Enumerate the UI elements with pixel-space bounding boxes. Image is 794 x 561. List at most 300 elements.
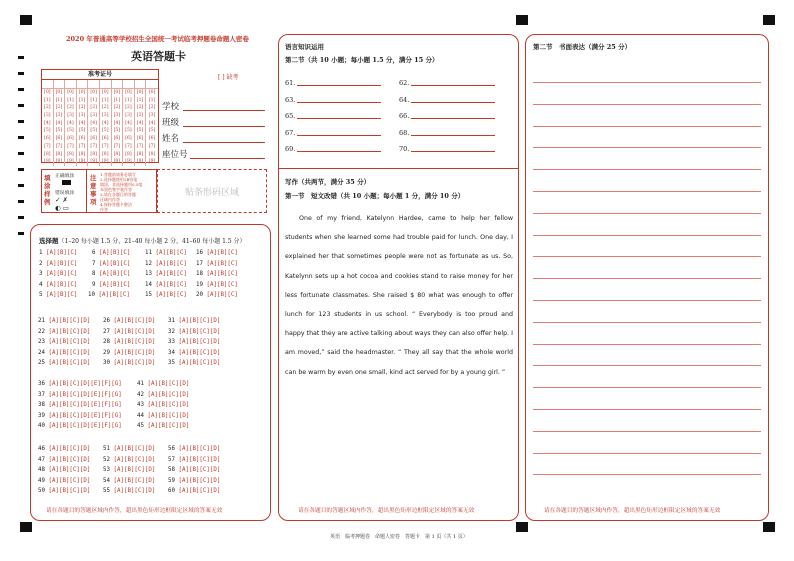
answer-options[interactable]: [A][B][C] bbox=[45, 292, 78, 298]
choice-question-row[interactable] bbox=[39, 261, 77, 267]
exam-number-bubble[interactable]: [1] bbox=[90, 97, 97, 103]
exam-number-bubble[interactable]: [7] bbox=[44, 143, 51, 149]
exam-number-bubble[interactable]: [2] bbox=[148, 105, 156, 111]
question-number: 19 bbox=[196, 281, 207, 288]
exam-number-bubble[interactable]: [2] bbox=[102, 105, 109, 111]
exam-number-bubble[interactable]: [7] bbox=[90, 143, 97, 149]
answer-options[interactable]: [A][B][C] bbox=[45, 260, 78, 267]
exam-number-bubble[interactable]: [2] bbox=[44, 105, 51, 111]
exam-number-bubble[interactable]: [4] bbox=[55, 120, 63, 126]
exam-number-bubble[interactable]: [9] bbox=[78, 159, 86, 165]
exam-number-bubble[interactable]: [6] bbox=[148, 136, 156, 142]
exam-number-bubble[interactable]: [5] bbox=[136, 128, 144, 134]
exam-number-bubble[interactable]: [1] bbox=[148, 97, 156, 103]
exam-number-bubble[interactable]: [6] bbox=[78, 136, 86, 142]
answer-options[interactable]: [A][B][C][D] bbox=[113, 339, 156, 345]
exam-number-bubble[interactable]: [6] bbox=[102, 136, 109, 142]
exam-number-digit-box[interactable] bbox=[88, 80, 99, 89]
fill-in-item[interactable] bbox=[399, 145, 495, 153]
answer-options[interactable]: [A][B][C][D] bbox=[178, 488, 221, 494]
choice-question-row[interactable] bbox=[103, 360, 155, 366]
fill-in-number: 70. bbox=[399, 145, 410, 153]
exam-number-bubble[interactable]: [4] bbox=[90, 120, 97, 126]
exam-number-bubble[interactable]: [7] bbox=[113, 143, 121, 149]
exam-number-bubble[interactable]: [3] bbox=[125, 113, 132, 119]
exam-number-bubble[interactable]: [2] bbox=[78, 105, 86, 111]
writing-line[interactable] bbox=[533, 278, 761, 279]
answer-options[interactable]: [A][B][C][D] bbox=[178, 467, 221, 473]
choice-question-row[interactable] bbox=[168, 457, 220, 463]
answer-options[interactable]: [A][B][C] bbox=[155, 281, 187, 288]
choice-question-row[interactable] bbox=[38, 318, 90, 324]
answer-options[interactable]: [A][B][C][D][E][F][G] bbox=[48, 391, 122, 398]
exam-number-bubble[interactable]: [1] bbox=[44, 97, 51, 103]
answer-options[interactable]: [A][B][C] bbox=[206, 281, 238, 288]
choice-question-row[interactable] bbox=[103, 329, 155, 335]
fill-in-line[interactable] bbox=[297, 85, 381, 86]
choice-question-row[interactable] bbox=[168, 446, 220, 452]
exam-number-bubble[interactable]: [9] bbox=[136, 159, 144, 165]
fill-in-line[interactable] bbox=[297, 102, 381, 103]
choice-question-row[interactable] bbox=[137, 423, 189, 429]
answer-options[interactable]: [A][B][C][D][E][F][G] bbox=[48, 402, 122, 408]
choice-question-row[interactable] bbox=[137, 402, 189, 408]
answer-options[interactable]: [A][B][C][D] bbox=[48, 360, 91, 366]
exam-number-bubble[interactable]: [9] bbox=[102, 159, 109, 165]
exam-number-bubble[interactable]: [6] bbox=[136, 136, 144, 142]
exam-number-bubble[interactable]: [4] bbox=[125, 120, 132, 126]
answer-options[interactable]: [A][B][C] bbox=[206, 292, 238, 298]
writing-line[interactable] bbox=[533, 453, 761, 454]
choice-question-row[interactable] bbox=[168, 339, 220, 345]
exam-number-bubble[interactable]: [9] bbox=[113, 159, 121, 165]
exam-number-bubble[interactable]: [5] bbox=[102, 128, 109, 134]
writing-line[interactable] bbox=[533, 213, 761, 214]
fill-in-item[interactable] bbox=[399, 96, 495, 104]
exam-number-bubble[interactable]: [5] bbox=[90, 128, 97, 134]
notice-box bbox=[87, 169, 157, 213]
exam-number-bubble[interactable]: [8] bbox=[67, 151, 74, 157]
choice-question-row[interactable] bbox=[92, 250, 130, 256]
exam-number-bubble[interactable]: [0] bbox=[90, 90, 97, 95]
notice-line: 1.答题前请务必填写 bbox=[100, 172, 136, 177]
answer-options[interactable]: [A][B][C][D] bbox=[113, 318, 156, 324]
answer-options[interactable]: [A][B][C] bbox=[155, 271, 187, 277]
writing-line[interactable] bbox=[533, 344, 761, 345]
fill-in-item[interactable] bbox=[399, 129, 495, 137]
answer-options[interactable]: [A][B][C][D] bbox=[48, 488, 91, 494]
exam-number-bubble[interactable]: [3] bbox=[148, 113, 156, 119]
question-number: 34 bbox=[168, 349, 179, 356]
question-number: 5 bbox=[39, 292, 46, 298]
answer-options[interactable]: [A][B][C] bbox=[98, 281, 131, 288]
choice-question-row[interactable] bbox=[92, 261, 130, 267]
question-number: 57 bbox=[168, 456, 179, 463]
barcode-area bbox=[157, 169, 267, 213]
answer-options[interactable]: [A][B][C][D] bbox=[178, 477, 221, 484]
exam-number-bubble[interactable]: [0] bbox=[148, 90, 156, 95]
exam-number-bubble[interactable]: [8] bbox=[113, 151, 121, 157]
writing-line[interactable] bbox=[533, 82, 761, 83]
exam-number-bubble[interactable]: [9] bbox=[67, 159, 74, 165]
exam-number-bubble[interactable]: [7] bbox=[102, 143, 109, 149]
writing-line[interactable] bbox=[533, 365, 761, 366]
fill-in-line[interactable] bbox=[411, 135, 495, 136]
answer-options[interactable]: [A][B][C][D] bbox=[48, 477, 91, 484]
exam-number-bubble[interactable]: [5] bbox=[55, 128, 63, 134]
question-number: 44 bbox=[137, 412, 148, 419]
writing-line[interactable] bbox=[533, 169, 761, 170]
exam-number-bubble[interactable]: [8] bbox=[148, 151, 156, 157]
choice-question-row[interactable] bbox=[39, 292, 77, 298]
exam-number-bubble[interactable]: [6] bbox=[67, 136, 74, 142]
answer-options[interactable]: [A][B][C][D] bbox=[147, 412, 190, 419]
exam-number-bubble[interactable]: [7] bbox=[78, 143, 86, 149]
exam-number-bubble[interactable]: [6] bbox=[55, 136, 63, 142]
exam-number-digit-box[interactable] bbox=[77, 80, 88, 89]
exam-number-bubble[interactable]: [7] bbox=[136, 143, 144, 149]
exam-number-bubble[interactable]: [4] bbox=[136, 120, 144, 126]
exam-number-digit-box[interactable] bbox=[123, 80, 134, 89]
exam-number-bubble[interactable]: [5] bbox=[148, 128, 156, 134]
exam-number-column bbox=[42, 80, 54, 166]
choice-question-row[interactable] bbox=[196, 282, 238, 288]
exam-number-digit-box[interactable] bbox=[42, 80, 53, 89]
exam-number-bubble[interactable]: [4] bbox=[44, 120, 51, 126]
language-title: 语言知识运用 bbox=[285, 43, 324, 51]
answer-options[interactable]: [A][B][C][D] bbox=[113, 488, 156, 494]
exam-number-bubble[interactable]: [3] bbox=[78, 113, 86, 119]
answer-options[interactable]: [A][B][C][D] bbox=[147, 391, 190, 398]
choice-question-row[interactable] bbox=[38, 413, 122, 419]
exam-number-bubble[interactable]: [2] bbox=[90, 105, 97, 111]
exam-number-bubble[interactable]: [3] bbox=[44, 113, 51, 119]
exam-number-bubble[interactable]: [5] bbox=[78, 128, 86, 134]
choice-question-row[interactable] bbox=[38, 392, 122, 398]
writing-line[interactable] bbox=[533, 431, 761, 432]
fill-in-item[interactable] bbox=[285, 79, 381, 87]
writing-line[interactable] bbox=[533, 235, 761, 236]
exam-number-bubble[interactable]: [4] bbox=[113, 120, 121, 126]
fill-in-line[interactable] bbox=[411, 118, 495, 119]
answer-options[interactable]: [A][B][C][D] bbox=[113, 349, 156, 356]
exam-number-bubble[interactable]: [0] bbox=[102, 90, 109, 95]
question-number: 11 bbox=[145, 250, 156, 256]
fill-in-line[interactable] bbox=[411, 102, 495, 103]
exam-number-bubble[interactable]: [3] bbox=[136, 113, 144, 119]
exam-number-bubble[interactable]: [9] bbox=[148, 159, 156, 165]
choice-question-row[interactable] bbox=[145, 282, 187, 288]
exam-number-bubble[interactable]: [8] bbox=[136, 151, 144, 157]
exam-number-bubble[interactable]: [9] bbox=[90, 159, 97, 165]
fill-in-item[interactable] bbox=[285, 96, 381, 104]
choice-question-row[interactable] bbox=[38, 350, 90, 356]
exam-number-bubble[interactable]: [0] bbox=[44, 90, 51, 95]
exam-number-digit-box[interactable] bbox=[54, 80, 65, 89]
exam-number-bubble[interactable]: [9] bbox=[55, 159, 63, 165]
fill-in-item[interactable] bbox=[285, 112, 381, 120]
answer-options[interactable]: [A][B][C] bbox=[98, 260, 131, 267]
choice-question-row[interactable] bbox=[88, 292, 130, 298]
name-field[interactable] bbox=[183, 142, 265, 143]
choice-question-row[interactable] bbox=[196, 250, 238, 256]
exam-number-digit-box[interactable] bbox=[146, 80, 158, 89]
correct-fill-label: 正确填涂 bbox=[55, 174, 75, 179]
exam-number-bubble[interactable]: [8] bbox=[55, 151, 63, 157]
choice-question-row[interactable] bbox=[168, 360, 220, 366]
choice-question-row[interactable] bbox=[38, 339, 90, 345]
choice-question-row[interactable] bbox=[103, 488, 155, 494]
school-field[interactable] bbox=[183, 110, 265, 111]
fill-in-item[interactable] bbox=[285, 145, 381, 153]
choice-question-row[interactable] bbox=[39, 282, 77, 288]
writing-line[interactable] bbox=[533, 104, 761, 105]
answer-options[interactable]: [A][B][C] bbox=[98, 271, 131, 277]
exam-number-bubble[interactable]: [2] bbox=[136, 105, 144, 111]
exam-number-bubble[interactable]: [7] bbox=[67, 143, 74, 149]
fill-in-item[interactable] bbox=[285, 129, 381, 137]
choice-question-row[interactable] bbox=[103, 446, 155, 452]
exam-number-bubble[interactable]: [1] bbox=[78, 97, 86, 103]
answer-options[interactable]: [A][B][C][D] bbox=[178, 339, 221, 345]
choice-question-row[interactable] bbox=[38, 488, 90, 494]
exam-number-bubble[interactable]: [8] bbox=[44, 151, 51, 157]
exam-number-bubble[interactable]: [7] bbox=[125, 143, 132, 149]
answer-options[interactable]: [A][B][C] bbox=[206, 271, 238, 277]
choice-question-row[interactable] bbox=[145, 271, 187, 277]
answer-options[interactable]: [A][B][C] bbox=[206, 260, 238, 267]
exam-number-bubble[interactable]: [8] bbox=[78, 151, 86, 157]
exam-number-bubble[interactable]: [8] bbox=[102, 151, 109, 157]
question-number: 10 bbox=[88, 292, 99, 298]
exam-number-bubble[interactable]: [3] bbox=[55, 113, 63, 119]
choice-question-row[interactable] bbox=[38, 457, 90, 463]
question-number: 21 bbox=[38, 318, 49, 324]
exam-number-bubble[interactable]: [4] bbox=[78, 120, 86, 126]
choice-question-row[interactable] bbox=[38, 360, 90, 366]
answer-options[interactable]: [A][B][C][D] bbox=[178, 328, 221, 335]
answer-options[interactable]: [A][B][C][D] bbox=[48, 456, 91, 463]
fill-in-line[interactable] bbox=[297, 135, 381, 136]
exam-number-bubble[interactable]: [3] bbox=[113, 113, 121, 119]
exam-number-bubble[interactable]: [9] bbox=[125, 159, 132, 165]
answer-options[interactable]: [A][B][C][D] bbox=[113, 477, 156, 484]
answer-options[interactable]: [A][B][C][D] bbox=[178, 456, 221, 463]
exam-number-digit-box[interactable] bbox=[100, 80, 111, 89]
question-number: 45 bbox=[137, 423, 148, 429]
seat-field[interactable] bbox=[190, 158, 265, 159]
choice-question-row[interactable] bbox=[145, 292, 187, 298]
exam-number-digit-box[interactable] bbox=[135, 80, 146, 89]
choice-question-row[interactable] bbox=[137, 413, 189, 419]
exam-number-bubble[interactable]: [5] bbox=[125, 128, 132, 134]
exam-number-bubble[interactable]: [0] bbox=[125, 90, 132, 95]
choice-scoring: （1–20 每小题 1.5 分，21–40 每小题 2 分，41–60 每小题 1.5 分） bbox=[58, 238, 246, 245]
card-title: 英语答题卡 bbox=[131, 50, 186, 63]
answer-options[interactable]: [A][B][C][D] bbox=[147, 381, 190, 387]
exam-number-bubble[interactable]: [7] bbox=[148, 143, 156, 149]
question-number: 56 bbox=[168, 446, 179, 452]
exam-number-bubble[interactable]: [4] bbox=[148, 120, 156, 126]
fill-in-line[interactable] bbox=[411, 85, 495, 86]
exam-number-bubble[interactable]: [1] bbox=[67, 97, 74, 103]
choice-question-row[interactable] bbox=[39, 271, 77, 277]
choice-question-row[interactable] bbox=[196, 261, 238, 267]
choice-question-row[interactable] bbox=[168, 478, 220, 484]
exam-number-bubble[interactable]: [3] bbox=[90, 113, 97, 119]
writing-line[interactable] bbox=[533, 387, 761, 388]
exam-number-bubble[interactable]: [2] bbox=[125, 105, 132, 111]
exam-number-bubble[interactable]: [5] bbox=[67, 128, 74, 134]
exam-number-bubble[interactable]: [3] bbox=[102, 113, 109, 119]
answer-options[interactable]: [A][B][C] bbox=[155, 250, 187, 256]
exam-number-bubble[interactable]: [4] bbox=[102, 120, 109, 126]
answer-options[interactable]: [A][B][C][D][E][F][G] bbox=[48, 381, 122, 387]
choice-question-row[interactable] bbox=[145, 261, 187, 267]
choice-question-row[interactable] bbox=[103, 457, 155, 463]
exam-number-bubble[interactable]: [5] bbox=[44, 128, 51, 134]
choice-question-row[interactable] bbox=[103, 339, 155, 345]
answer-options[interactable]: [A][B][C] bbox=[206, 250, 238, 256]
choice-question-row[interactable] bbox=[168, 350, 220, 356]
choice-question-row[interactable] bbox=[38, 467, 90, 473]
exam-number-bubble[interactable]: [4] bbox=[67, 120, 74, 126]
exam-number-bubble[interactable]: [6] bbox=[90, 136, 97, 142]
answer-options[interactable]: [A][B][C][D] bbox=[147, 423, 190, 429]
choice-question-row[interactable] bbox=[145, 250, 187, 256]
exam-number-bubble[interactable]: [0] bbox=[67, 90, 74, 95]
question-number: 55 bbox=[103, 488, 114, 494]
choice-question-row[interactable] bbox=[38, 402, 122, 408]
choice-question-row[interactable] bbox=[39, 250, 77, 256]
answer-options[interactable]: [A][B][C][D] bbox=[113, 467, 156, 473]
writing-line[interactable] bbox=[533, 300, 761, 301]
exam-number-bubble[interactable]: [0] bbox=[136, 90, 144, 95]
answer-options[interactable]: [A][B][C][D] bbox=[48, 467, 91, 473]
choice-question-row[interactable] bbox=[103, 478, 155, 484]
writing-line[interactable] bbox=[533, 191, 761, 192]
answer-options[interactable]: [A][B][C] bbox=[45, 250, 78, 256]
exam-number-bubble[interactable]: [6] bbox=[113, 136, 121, 142]
choice-question-row[interactable] bbox=[168, 488, 220, 494]
writing-line[interactable] bbox=[533, 409, 761, 410]
answer-options[interactable]: [A][B][C][D] bbox=[178, 360, 221, 366]
choice-question-row[interactable] bbox=[196, 292, 238, 298]
answer-options[interactable]: [A][B][C][D] bbox=[178, 446, 221, 452]
writing-line[interactable] bbox=[533, 126, 761, 127]
exam-number-bubble[interactable]: [0] bbox=[113, 90, 121, 95]
exam-number-digit-box[interactable] bbox=[112, 80, 123, 89]
school-label: 学校 bbox=[162, 102, 180, 112]
choice-question-row[interactable] bbox=[168, 467, 220, 473]
exam-number-bubble[interactable]: [1] bbox=[136, 97, 144, 103]
answer-options[interactable]: [A][B][C][D] bbox=[113, 456, 156, 463]
fill-in-item[interactable] bbox=[399, 112, 495, 120]
exam-number-bubble[interactable]: [8] bbox=[125, 151, 132, 157]
answer-options[interactable]: [A][B][C][D] bbox=[48, 318, 91, 324]
choice-question-row[interactable] bbox=[196, 271, 238, 277]
answer-options[interactable]: [A][B][C][D] bbox=[113, 446, 156, 452]
choice-question-row[interactable] bbox=[168, 318, 220, 324]
answer-options[interactable]: [A][B][C] bbox=[98, 292, 130, 298]
writing-line[interactable] bbox=[533, 256, 761, 257]
class-field[interactable] bbox=[183, 126, 265, 127]
exam-number-bubble[interactable]: [7] bbox=[55, 143, 63, 149]
answer-options[interactable]: [A][B][C] bbox=[155, 292, 187, 298]
exam-number-bubble[interactable]: [5] bbox=[113, 128, 121, 134]
choice-question-row[interactable] bbox=[137, 392, 189, 398]
fill-in-line[interactable] bbox=[297, 118, 381, 119]
answer-options[interactable]: [A][B][C] bbox=[45, 271, 78, 277]
corner-marker-bottom-left bbox=[20, 522, 32, 532]
correction-passage[interactable]: One of my friend, Katelynn Hardee, came to help her fellow students when she learned some had trouble paid for lunch. One day, I explained her that sometimes people were not as fortunate as us. So, Katelynn sets up a hot cocoa and cookies stand to raise money for her less fortunate classmates. She raised $ 80 what was enough to offer lunch for 123 students in us school. “ Everybody is too proud and happy that they are active talking about ways they can also offer help. I am moved,” said the headmaster. “ They all say that the whole world can be warm by even one small, kind act served for by a young girl. ” bbox=[285, 215, 513, 376]
choice-question-row[interactable] bbox=[92, 271, 130, 277]
language-bottom-note: 请在各题目的答题区域内作答，超出黑色矩形边框限定区域的答案无效 bbox=[298, 508, 475, 514]
answer-options[interactable]: [A][B][C] bbox=[98, 250, 131, 256]
answer-options[interactable]: [A][B][C][D] bbox=[48, 339, 91, 345]
choice-question-row[interactable] bbox=[38, 446, 90, 452]
question-number: 20 bbox=[196, 292, 207, 298]
absent-checkbox[interactable]: [ ] 缺考 bbox=[218, 74, 239, 81]
exam-number-digit-box[interactable] bbox=[65, 80, 76, 89]
fill-in-line[interactable] bbox=[297, 151, 381, 152]
exam-number-bubble[interactable]: [3] bbox=[67, 113, 74, 119]
choice-question-row[interactable] bbox=[38, 478, 90, 484]
answer-options[interactable]: [A][B][C][D] bbox=[48, 328, 91, 335]
answer-options[interactable]: [A][B][C][D] bbox=[178, 318, 221, 324]
exam-number-bubble[interactable]: [8] bbox=[90, 151, 97, 157]
writing-line[interactable] bbox=[533, 147, 761, 148]
answer-options[interactable]: [A][B][C][D] bbox=[48, 446, 91, 452]
choice-question-row[interactable] bbox=[137, 381, 189, 387]
writing-line[interactable] bbox=[533, 474, 761, 475]
writing-line[interactable] bbox=[533, 322, 761, 323]
exam-number-bubble[interactable]: [0] bbox=[55, 90, 63, 95]
choice-question-row[interactable] bbox=[38, 381, 122, 387]
choice-question-row[interactable] bbox=[38, 329, 90, 335]
choice-question-row[interactable] bbox=[38, 423, 122, 429]
answer-options[interactable]: [A][B][C][D] bbox=[147, 402, 190, 408]
answer-options[interactable]: [A][B][C][D] bbox=[178, 349, 221, 356]
answer-options[interactable]: [A][B][C] bbox=[45, 281, 78, 288]
answer-options[interactable]: [A][B][C][D] bbox=[113, 360, 156, 366]
exam-number-bubble[interactable]: [1] bbox=[113, 97, 121, 103]
choice-question-row[interactable] bbox=[168, 329, 220, 335]
answer-options[interactable]: [A][B][C] bbox=[155, 260, 187, 267]
exam-number-bubble[interactable]: [1] bbox=[102, 97, 109, 103]
exam-number-bubble[interactable]: [1] bbox=[55, 97, 63, 103]
answer-options[interactable]: [A][B][C][D] bbox=[113, 328, 156, 335]
exam-number-bubble[interactable]: [2] bbox=[55, 105, 63, 111]
exam-number-bubble[interactable]: [0] bbox=[78, 90, 86, 95]
exam-number-bubble[interactable]: [1] bbox=[125, 97, 132, 103]
exam-number-bubble[interactable]: [6] bbox=[125, 136, 132, 142]
exam-number-bubble[interactable]: [6] bbox=[44, 136, 51, 142]
fill-in-line[interactable] bbox=[411, 151, 495, 152]
answer-options[interactable]: [A][B][C][D][E][F][G] bbox=[48, 423, 122, 429]
answer-options[interactable]: [A][B][C][D] bbox=[48, 349, 91, 356]
exam-number-bubble[interactable]: [2] bbox=[113, 105, 121, 111]
answer-options[interactable]: [A][B][C][D][E][F][G] bbox=[48, 412, 122, 419]
choice-question-row[interactable] bbox=[103, 318, 155, 324]
exam-number-bubble[interactable]: [9] bbox=[44, 159, 51, 165]
choice-question-row[interactable] bbox=[92, 282, 130, 288]
exam-number-bubble[interactable]: [2] bbox=[67, 105, 74, 111]
fill-in-item[interactable] bbox=[399, 79, 495, 87]
choice-question-row[interactable] bbox=[103, 350, 155, 356]
question-number: 13 bbox=[145, 271, 156, 277]
choice-question-row[interactable] bbox=[103, 467, 155, 473]
